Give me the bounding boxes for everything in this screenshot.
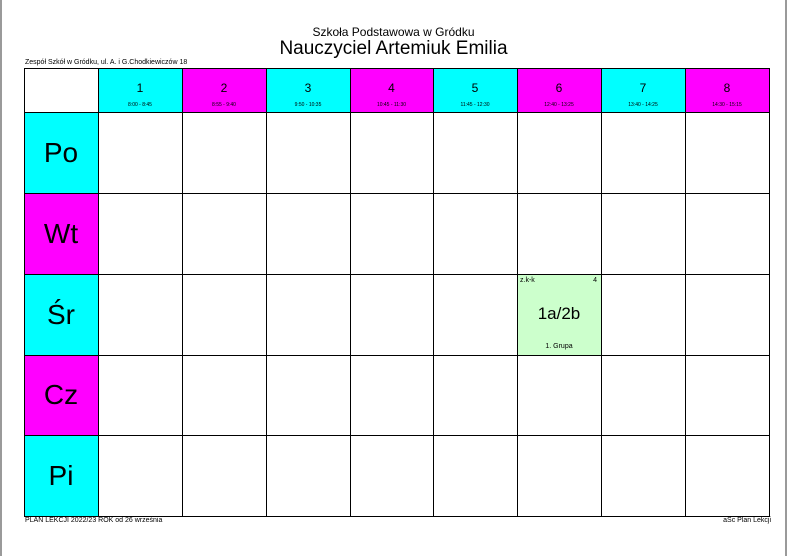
lesson-subject: z.k-k xyxy=(520,277,535,284)
footer-plan-info: PLAN LEKCJI 2022/23 ROK od 26 września xyxy=(25,517,163,524)
day-header-2 xyxy=(24,274,98,355)
day-header-4 xyxy=(24,435,98,516)
school-name: Szkoła Podstawowa w Gródku xyxy=(312,25,475,39)
day-header-0 xyxy=(24,112,98,193)
day-label: Pi xyxy=(48,459,74,491)
period-number: 8 xyxy=(723,81,731,95)
grid-vline-5 xyxy=(433,68,434,517)
period-number: 2 xyxy=(220,81,228,95)
period-number: 5 xyxy=(471,81,479,95)
day-label: Śr xyxy=(47,298,75,330)
period-time: 14:30 - 15:15 xyxy=(712,102,742,108)
day-header-1 xyxy=(24,193,98,274)
period-header-3 xyxy=(266,68,350,112)
school-address: Zespół Szkół w Gródku, ul. A. i G.Chodkiewiczów 18 xyxy=(25,59,188,66)
timetable-grid xyxy=(24,68,770,517)
period-time: 10:45 - 11:30 xyxy=(376,102,407,108)
period-header-7 xyxy=(601,68,685,112)
lesson-room: 4 xyxy=(593,277,597,284)
period-number: 4 xyxy=(388,81,395,95)
grid-vline-6 xyxy=(517,68,518,517)
period-header-5 xyxy=(433,68,517,112)
grid-hline-3 xyxy=(24,274,770,275)
day-label: Cz xyxy=(43,379,79,410)
period-header-2 xyxy=(182,68,266,112)
period-header-4 xyxy=(350,68,433,112)
period-time: 13:40 - 14:25 xyxy=(628,102,658,108)
lesson-cell[interactable] xyxy=(517,274,601,355)
page-frame-left xyxy=(0,0,2,556)
grid-vline-2 xyxy=(182,68,183,517)
period-number: 7 xyxy=(639,81,647,95)
day-header-3 xyxy=(24,355,98,435)
period-header-8 xyxy=(685,68,769,112)
period-number: 3 xyxy=(304,81,312,95)
period-header-1 xyxy=(98,68,182,112)
period-time: 12:40 - 13:25 xyxy=(544,102,574,108)
period-time: 8:55 - 9:40 xyxy=(212,102,236,108)
period-time: 9:50 - 10:35 xyxy=(294,102,322,108)
grid-vline-3 xyxy=(266,68,267,517)
grid-hline-2 xyxy=(24,193,770,194)
grid-vline-9 xyxy=(769,68,770,517)
grid-hline-4 xyxy=(24,355,770,356)
grid-vline-8 xyxy=(685,68,686,517)
period-time: 11:45 - 12:30 xyxy=(460,102,490,108)
grid-vline-4 xyxy=(350,68,351,517)
day-label: Po xyxy=(43,136,79,168)
grid-hline-5 xyxy=(24,435,770,436)
period-number: 1 xyxy=(136,81,144,95)
footer-software: aSc Plan Lekcji xyxy=(723,517,771,524)
period-time: 8:00 - 8:45 xyxy=(128,102,152,108)
period-number: 6 xyxy=(555,81,563,95)
period-header-6 xyxy=(517,68,601,112)
grid-vline-1 xyxy=(98,68,99,517)
grid-hline-1 xyxy=(24,112,770,113)
lesson-class: 1a/2b xyxy=(537,304,581,323)
grid-vline-0 xyxy=(24,68,25,517)
grid-hline-0 xyxy=(24,68,770,69)
grid-vline-7 xyxy=(601,68,602,517)
lesson-group: 1. Grupa xyxy=(545,343,573,350)
page-title: Nauczyciel Artemiuk Emilia xyxy=(279,38,508,59)
day-label: Wt xyxy=(43,217,79,249)
